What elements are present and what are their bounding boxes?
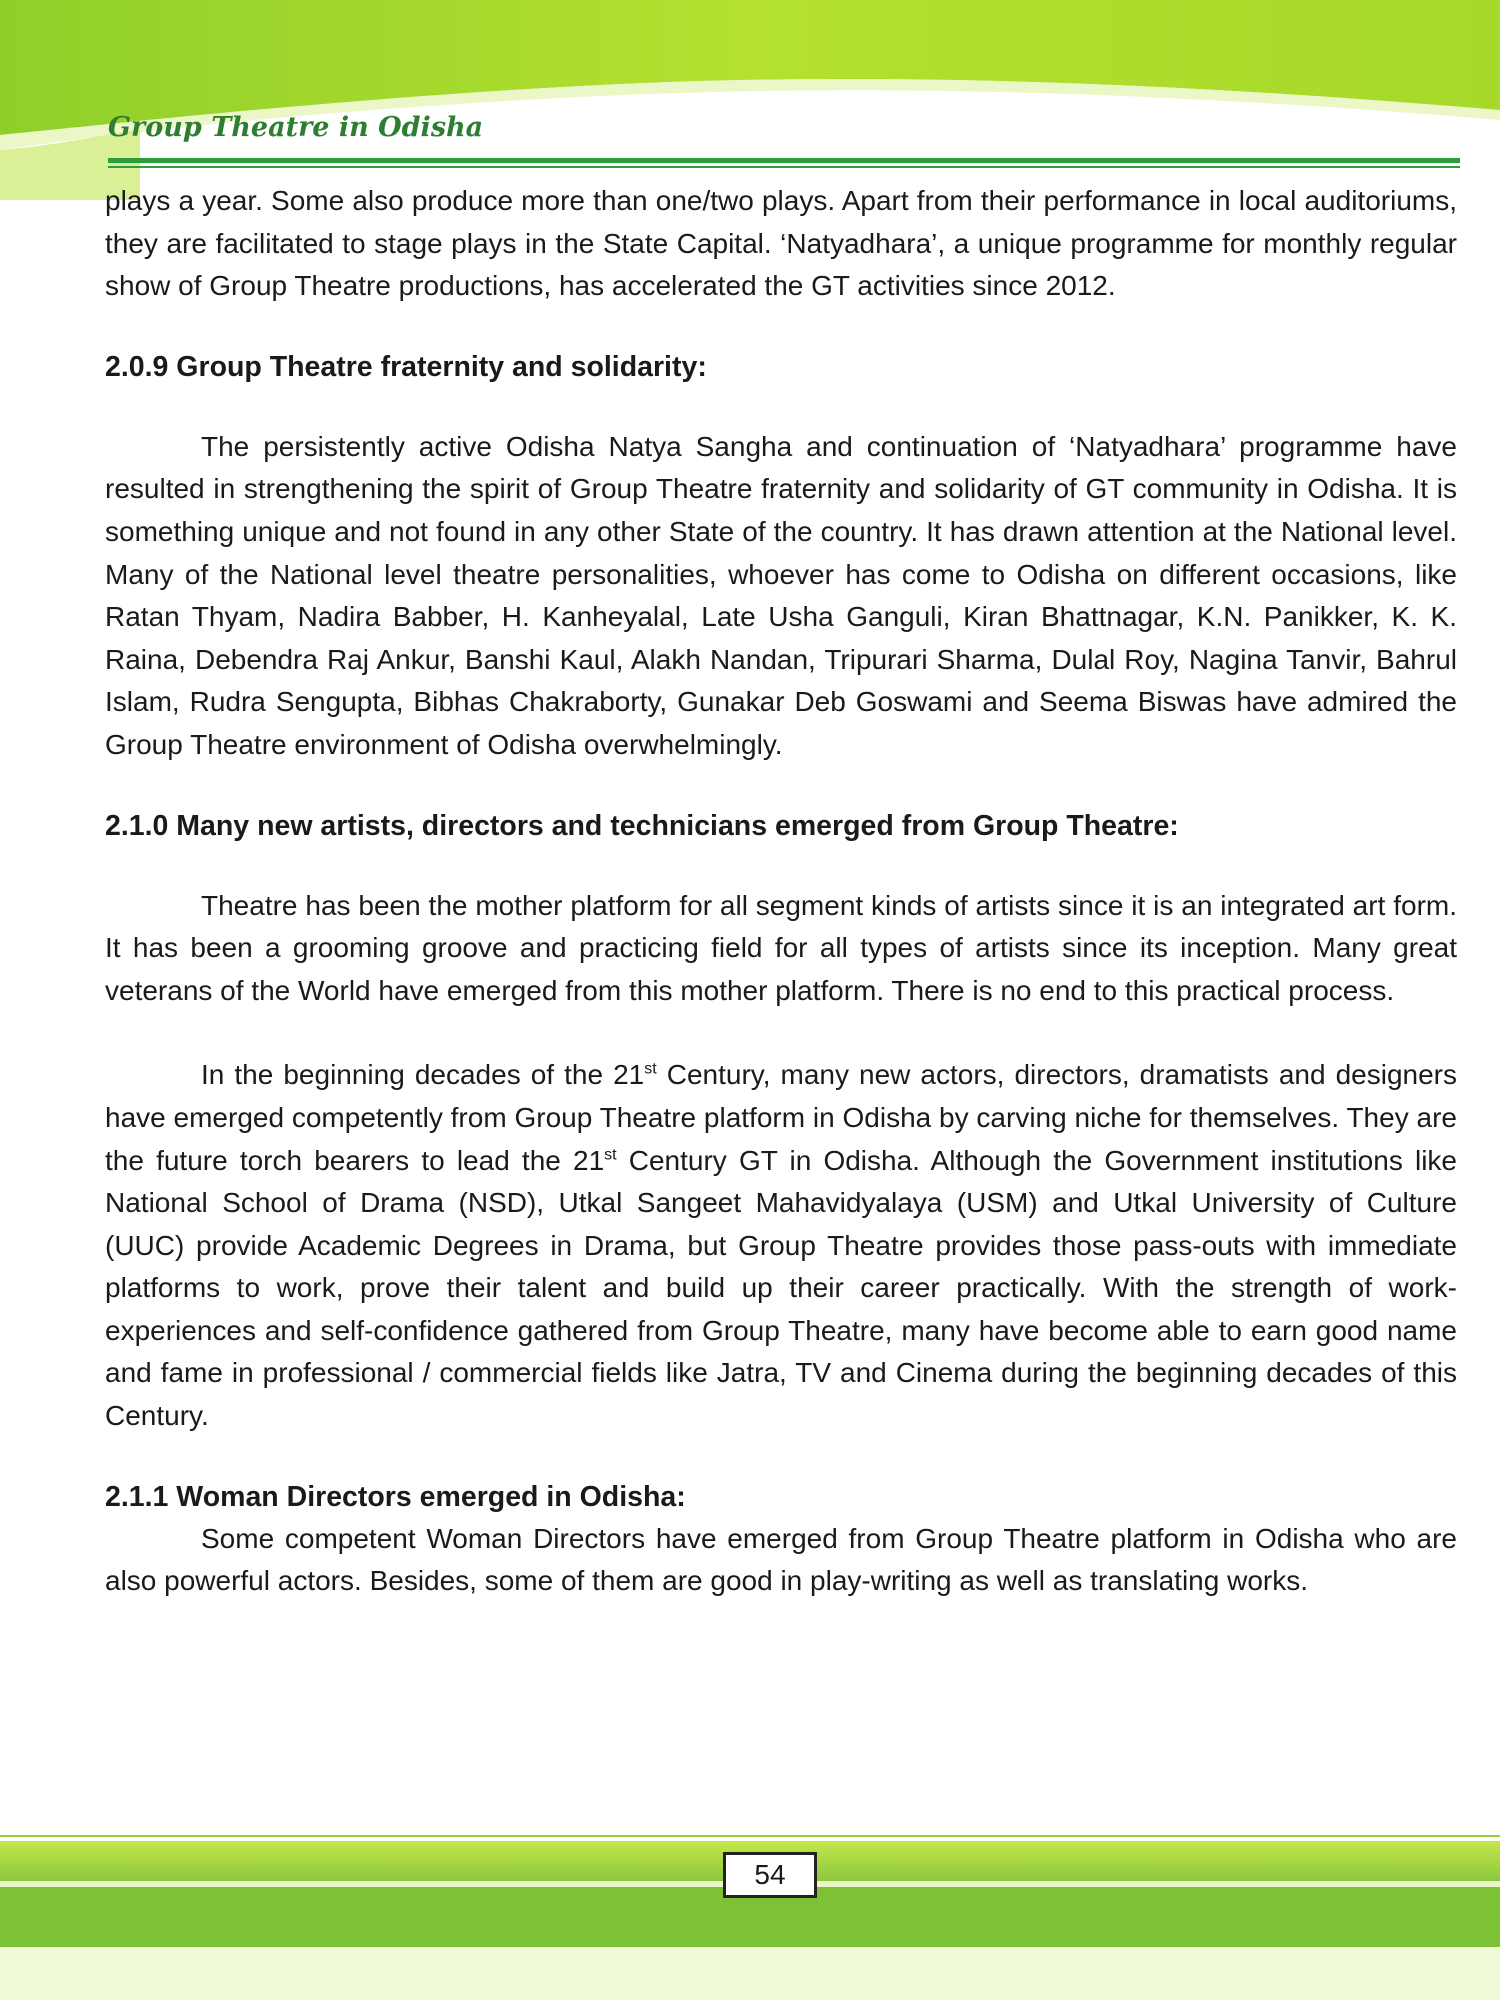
header-rule-thin	[108, 166, 1460, 168]
section-heading-2-0-9: 2.0.9 Group Theatre fraternity and solidarity:	[105, 350, 707, 383]
section-2-1-0-paragraph-1: Theatre has been the mother platform for all segment kinds of artists since it is an integrated art form. It has been a grooming groove and practicing field for all types of artists since its inception. Many great veterans of the World have emerged from this mother platform. There is no end to this practical process.	[105, 889, 1457, 1006]
section-heading-2-1-0: 2.1.0 Many new artists, directors and technicians emerged from Group Theatre:	[105, 809, 1179, 842]
page-body	[105, 180, 1457, 1603]
section-heading-2-1-1: 2.1.1 Woman Directors emerged in Odisha:	[105, 1480, 686, 1513]
section-2-0-9-paragraph: The persistently active Odisha Natya Sangha and continuation of ‘Natyadhara’ programme have resulted in strengthening the spirit of Group Theatre fraternity and solidarity of GT community in Odisha. It is something unique and not found in any other State of the country. It has drawn attention at the National level. Many of the National level theatre personalities, whoever has come to Odisha on different occasions, like Ratan Thyam, Nadira Babber, H. Kanheyalal, Late Usha Ganguli, Kiran Bhattnagar, K.N. Panikker, K. K. Raina, Debendra Raj Ankur, Banshi Kaul, Alakh Nandan, Tripurari Sharma, Dulal Roy, Nagina Tanvir, Bahrul Islam, Rudra Sengupta, Bibhas Chakraborty, Gunakar Deb Goswami and Seema Biswas have admired the Group Theatre environment of Odisha overwhelmingly.	[105, 430, 1457, 760]
section-2-1-1-paragraph: Some competent Woman Directors have emerged from Group Theatre platform in Odisha who are also powerful actors. Besides, some of them are good in play-writing as well as translating works.	[105, 1522, 1457, 1597]
page-number: 54	[723, 1852, 817, 1898]
header-rule	[108, 158, 1460, 163]
section-2-1-0-paragraph-2: In the beginning decades of the 21st Century, many new actors, directors, dramatists and designers have emerged competently from Group Theatre platform in Odisha by carving niche for themselves. They are the future torch bearers to lead the 21st Century GT in Odisha. Although the Government institutions like National School of Drama (NSD), Utkal Sangeet Mahavidyalaya (USM) and Utkal University of Culture (UUC) provide Academic Degrees in Drama, but Group Theatre provides those pass-outs with immediate platforms to work, prove their talent and build up their career practically. With the strength of work-experiences and self-confidence gathered from Group Theatre, many have become able to earn good name and fame in professional / commercial fields like Jatra, TV and Cinema during the beginning decades of this Century.	[105, 1059, 1457, 1432]
intro-paragraph: plays a year. Some also produce more than one/two plays. Apart from their performance in local auditoriums, they are facilitated to stage plays in the State Capital. ‘Natyadhara’, a unique programme for monthly regular show of Group Theatre productions, has accelerated the GT activities since 2012.	[105, 185, 1457, 302]
top-decorative-band	[0, 0, 1500, 200]
running-header-title: Group Theatre in Odisha	[108, 112, 484, 143]
